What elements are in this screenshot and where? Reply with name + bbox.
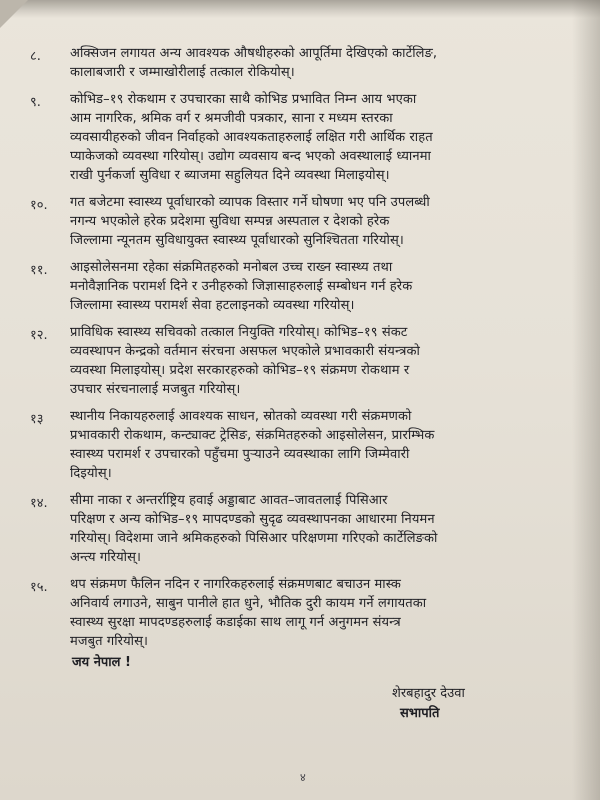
text-line: व्यवसायीहरुको जीवन निर्वाहको आवश्यकताहरुलाई लक्षित गरी आर्थिक राहत: [70, 130, 433, 145]
folded-corner: [0, 0, 28, 28]
page-edge-shadow: [572, 0, 600, 800]
text-line: अन्त्य गरियोस्।: [70, 550, 142, 565]
text-line: आइसोलेसनमा रहेका संक्रमितहरुको मनोबल उच्च राख्न स्वास्थ्य तथा: [70, 260, 393, 275]
item-text: [70, 575, 566, 651]
text-line: आम नागरिक, श्रमिक वर्ग र श्रमजीवी पत्रकार, साना र मध्यम स्तरका: [70, 111, 393, 126]
item-number: १०.: [30, 198, 48, 213]
signature-block: [392, 684, 532, 724]
item-number: १२.: [30, 328, 48, 343]
text-line: प्राविधिक स्वास्थ्य सचिवको तत्काल नियुक्ति गरियोस्। कोभिड–१९ संकट: [70, 325, 408, 340]
demands-list: [30, 44, 566, 659]
item-text: [70, 90, 566, 185]
text-line: सीमा नाका र अन्तर्राष्ट्रिय हवाई अड्डाबाट आवत–जावतलाई पिसिआर: [70, 493, 388, 508]
item-text: [70, 193, 566, 250]
text-line: जिल्लामा स्वास्थ्य परामर्श सेवा हटलाइनको व्यवस्था गरियोस्।: [70, 298, 355, 313]
text-line: स्वास्थ्य सुरक्षा मापदण्डहरुलाई कडाईका साथ लागू गर्न अनुगमन संयन्त्र: [70, 615, 401, 630]
item-number: १५.: [30, 580, 48, 595]
list-item: [30, 323, 566, 399]
item-number: ८.: [30, 49, 41, 64]
text-line: व्यवस्थापन केन्द्रको वर्तमान संरचना असफल भएकोले प्रभावकारी संयन्त्रको: [70, 344, 420, 359]
text-line: उपचार संरचनालाई मजबुत गरियोस्।: [70, 382, 241, 397]
text-line: मनोवैज्ञानिक परामर्श दिने र उनीहरुको जिज्ञासाहरुलाई सम्बोधन गर्न हरेक: [70, 279, 413, 294]
page-number: ४: [300, 771, 306, 784]
text-line: थप संक्रमण फैलिन नदिन र नागरिकहरुलाई संक्रमणबाट बचाउन मास्क: [70, 577, 401, 592]
text-line: गरियोस्। विदेशमा जाने श्रमिकहरुको पिसिआर परिक्षणमा गरिएको कार्टेलिङको: [70, 531, 438, 546]
text-line: नगन्य भएकोले हरेक प्रदेशमा सुविधा सम्पन्न अस्पताल र देशको हरेक: [70, 214, 390, 229]
list-item: [30, 407, 566, 483]
text-line: अक्सिजन लगायत अन्य आवश्यक औषधीहरुको आपूर्तिमा देखिएको कार्टेलिङ,: [70, 46, 438, 61]
item-number: ९.: [30, 95, 41, 110]
list-item: [30, 90, 566, 185]
signatory-name: शेरबहादुर देउवा: [392, 686, 465, 701]
item-text: [70, 323, 566, 399]
text-line: जिल्लामा न्यूनतम सुविधायुक्त स्वास्थ्य पूर्वाधारको सुनिश्चितता गरियोस्।: [70, 233, 404, 248]
text-line: प्याकेजको व्यवस्था गरियोस्। उद्योग व्यवसाय बन्द भएको अवस्थालाई ध्यानमा: [70, 149, 431, 164]
item-number: १३: [30, 412, 44, 427]
item-number: ११.: [30, 263, 48, 278]
text-line: स्वास्थ्य परामर्श र उपचारको पहुँचमा पुऱ्याउने व्यवस्थाका लागि जिम्मेवारी: [70, 447, 410, 462]
item-text: [70, 258, 566, 315]
text-line: कालाबजारी र जम्माखोरीलाई तत्काल रोकियोस्।: [70, 65, 295, 80]
text-line: मजबुत गरियोस्।: [70, 634, 149, 649]
item-text: [70, 407, 566, 483]
closing-salutation: जय नेपाल !: [72, 655, 131, 670]
text-line: अनिवार्य लगाउने, साबुन पानीले हात धुने, भौतिक दुरी कायम गर्ने लगायतका: [70, 596, 427, 611]
text-line: स्थानीय निकायहरुलाई आवश्यक साधन, स्रोतको व्यवस्था गरी संक्रमणको: [70, 409, 412, 424]
text-line: राखी पुर्नकर्जा सुविधा र ब्याजमा सहुलियत दिने व्यवस्था मिलाइयोस्।: [70, 168, 390, 183]
page-top-shadow: [0, 0, 600, 18]
text-line: गत बजेटमा स्वास्थ्य पूर्वाधारको व्यापक विस्तार गर्ने घोषणा भए पनि उपलब्धी: [70, 195, 430, 210]
list-item: [30, 193, 566, 250]
text-line: प्रभावकारी रोकथाम, कन्ट्याक्ट ट्रेसिङ, संक्रमितहरुको आइसोलेसन, प्रारम्भिक: [70, 428, 435, 443]
list-item: [30, 575, 566, 651]
list-item: [30, 491, 566, 567]
list-item: [30, 258, 566, 315]
text-line: परिक्षण र अन्य कोभिड–१९ मापदण्डको सुदृढ व्यवस्थापनका आधारमा नियमन: [70, 512, 435, 527]
text-line: दिइयोस्।: [70, 466, 112, 481]
text-line: कोभिड–१९ रोकथाम र उपचारका साथै कोभिड प्रभावित निम्न आय भएका: [70, 92, 417, 107]
list-item: [30, 44, 566, 82]
item-text: [70, 491, 566, 567]
item-text: [70, 44, 566, 82]
signatory-title: सभापति: [400, 706, 440, 721]
text-line: व्यवस्था मिलाइयोस्। प्रदेश सरकारहरुको कोभिड–१९ संक्रमण रोकथाम र: [70, 363, 410, 378]
item-number: १४.: [30, 496, 48, 511]
